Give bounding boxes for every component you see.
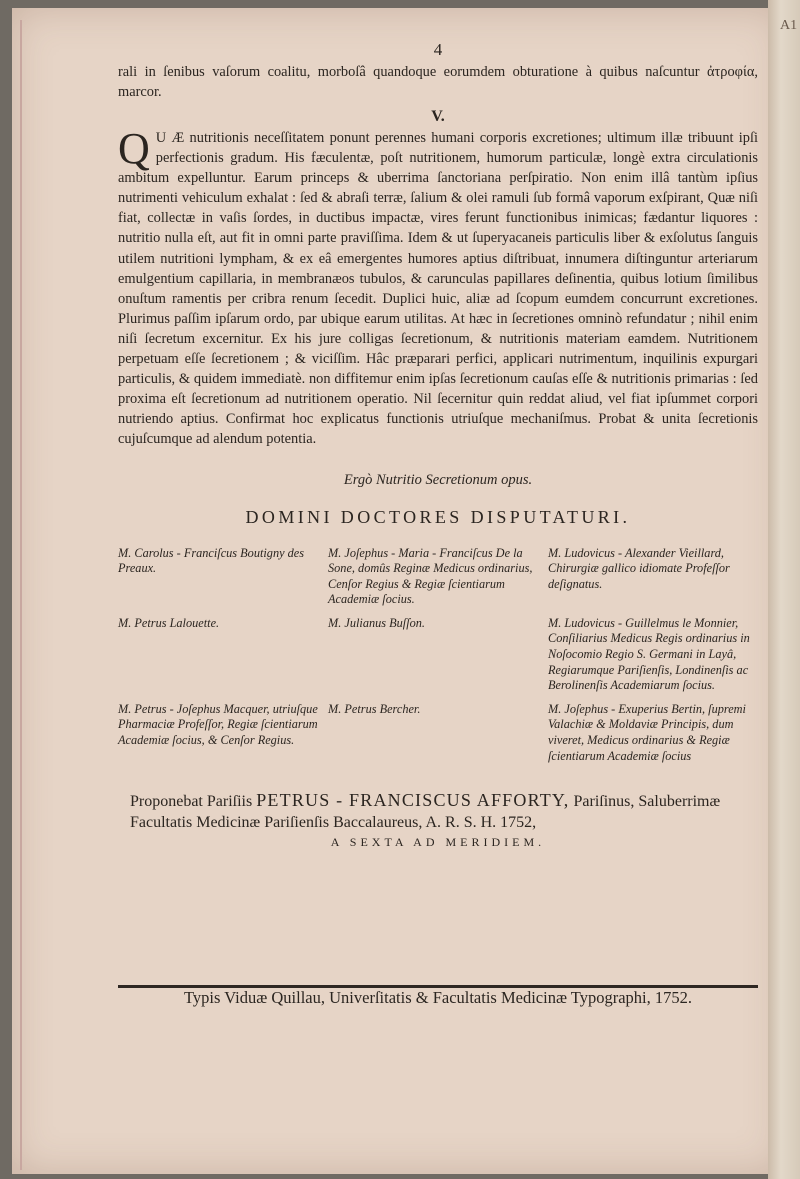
drop-cap: Q: [118, 124, 150, 173]
doctor-entry: M. Petrus - Joſephus Macquer, utriuſque Pharmaciæ Profeſſor, Regiæ ſcientiarum Academiæ ſocius, & Cenſor Regius.: [118, 701, 318, 748]
doctor-entry: M. Ludovicus - Guillelmus le Monnier, Conſiliarius Medicus Regis ordinarius in Noſocomio Regio S. Germani in Layâ, Regiarumque Pariſienſis, Londinenſis ac Berolinenſis Academiarum ſocius.: [548, 615, 750, 693]
section-numeral: V.: [431, 108, 445, 125]
doctor-entry: M. Carolus - Franciſcus Boutigny des Preaux.: [118, 545, 305, 576]
doctors-grid: [118, 546, 758, 765]
disputation-hours: A SEXTA AD MERIDIEM.: [330, 835, 546, 850]
margin-rule: [20, 20, 22, 1170]
page-content: [118, 40, 758, 850]
page-number: 4: [433, 40, 443, 59]
proponebat-block: [118, 790, 758, 833]
main-paragraph: U Æ nutritionis neceſſitatem ponunt perennes humani corporis excretiones; ultimum illæ tribuunt ipſi perfectionis gradum. His fæculentæ, poſt nutritionem, humorum particulæ, longè extra circulationis ambitum expelluntur. Earum princeps & uberrima ſanctoriana perſpiratio. Non enim illâ tantùm ipſius nutrimenti vehiculum exhalat : ſed & abraſi terræ, ſalium & olei ramuli ſub formâ vaporum exſpirant, Quæ niſi fiat, collectæ in vaſis ſordes, in ductibus impactæ, vires ferunt functionibus inimicas; fædantur liquores : nutritio nulla eſt, aut fit in omni parte praviſſima. Idem & ut ſuperyacaneis particulis liber & exſolutus ſanguis utilem nutritioni lympham, & ex eâ emergentes humores aptius diſtribuat, innumera diſtinguntur arteriarum emulgentium capillaria, in membranæos tubulos, & carunculas papillares deſinentia, quibus lotium ſimilibus onuſtum ramentis per cribra renum ſecedit. Duplici huic, aliæ ad ſcopum eumdem concurrunt excretiones. Plurimus paſſim ipſarum ordo, par ubique earum utilitas. At hæc in ſecretiones omninò refundatur ; nihil enim niſi ſecretum excernitur. Ex his jure colligas ſecretionum, & nutritionis materiam eamdem. Nutritionem perpetuam eſſe ſecretionem ; & viciſſim. Hâc præparari perfici, applicari nutrimentum, inquilinis expurgari particulis, & quidem immediatè. non diffitemur enim ipſas ſecretionum cauſas eſſe & nutritionis primarias : ſed proxima eſt ſecretionum ad nutritionem operatio. Nil ſecernitur quin reddat aliud, vel fiat ipſummet corpori nutriendo aptius. Confirmat hoc explicatus functionis utriuſque mechaniſmus. Probat & unita ſecretionis cujuſcumque ad alendum potentia.: [118, 130, 758, 448]
proponebat-prefix: Proponebat Pariſiis: [130, 793, 253, 811]
doctor-entry: M. Joſephus - Exuperius Bertin, ſupremi Valachiæ & Moldaviæ Principis, dum viveret, Medicus ordinarius & Regiæ ſcientiarum Academiæ ſocius: [548, 701, 746, 763]
conclusion-line: Ergò Nutritio Secretionum opus.: [343, 471, 533, 488]
main-paragraph-block: [118, 124, 758, 450]
proponebat-suffix: Pariſinus, Saluberrimæ Facultatis Medicinæ Pariſienſis Baccalaureus, A. R. S. H. 1752,: [130, 793, 721, 832]
doctor-entry: M. Ludovicus - Alexander Vieillard, Chirurgiæ gallico idiomate Profeſſor deſignatus.: [548, 545, 730, 591]
doctor-entry: M. Joſephus - Maria - Franciſcus De la Sone, domûs Reginæ Medicus ordinarius, Cenſor Regius & Regiæ ſcientiarum Academiæ ſocius.: [328, 545, 533, 607]
doctors-header: DOMINI DOCTORES DISPUTATURI.: [245, 506, 631, 527]
doctor-entry: M. Petrus Lalouette.: [118, 615, 220, 630]
doctor-entry: M. Petrus Bercher.: [328, 701, 421, 716]
edge-mark: A1: [780, 18, 798, 33]
carryover-text: rali in ſenibus vaſorum coalitu, morboſâ quandoque eorumdem obturatione à quibus naſcuntur ἀτροφία, marcor.: [118, 64, 758, 100]
printer-imprint: Typis Viduæ Quillau, Univerſitatis & Facultatis Medicinæ Typographi, 1752.: [183, 988, 692, 1007]
page-edge: [768, 0, 800, 1179]
doctor-entry: M. Julianus Buſſon.: [328, 615, 426, 630]
candidate-name: PETRUS - FRANCISCUS AFFORTY,: [256, 790, 570, 811]
